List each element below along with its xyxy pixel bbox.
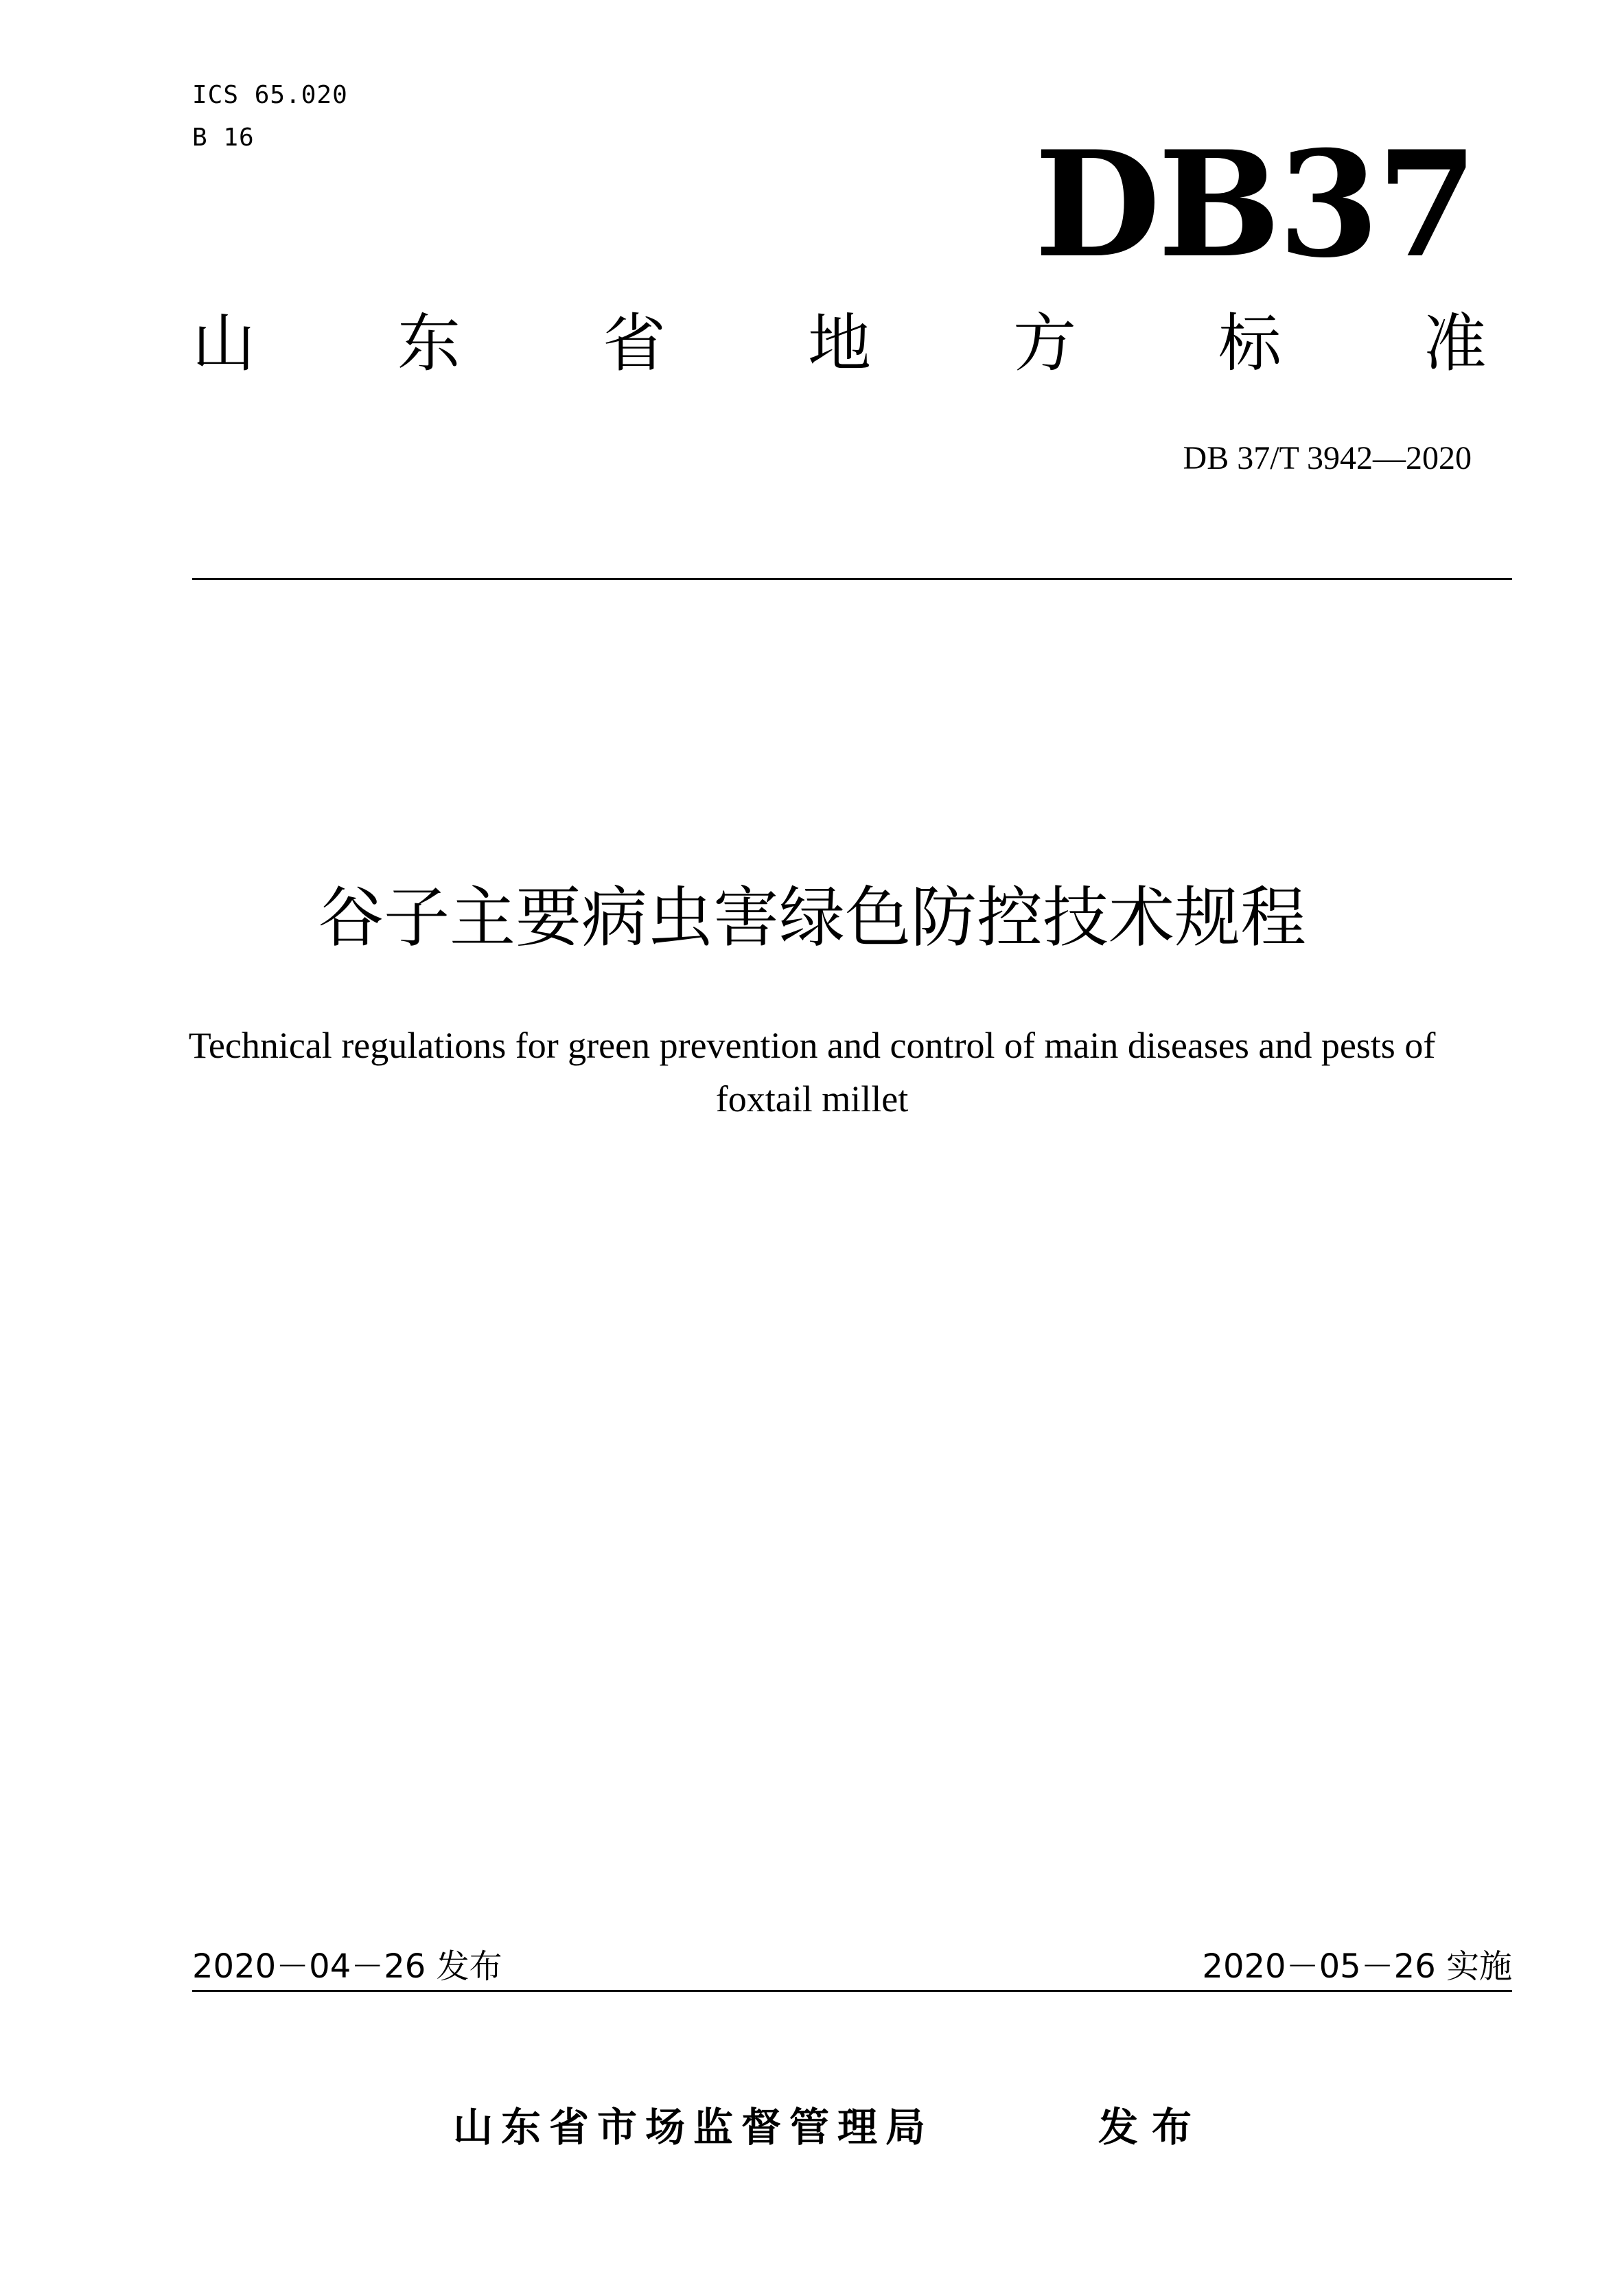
- standard-type-char: 省: [602, 307, 666, 380]
- standard-type-char: 标: [1218, 307, 1281, 380]
- standard-number: DB 37/T 3942—2020: [1183, 440, 1472, 476]
- standard-logo: DB37: [1034, 119, 1475, 290]
- document-title-english: Technical regulations for green prevention and control of main diseases and pests of foxtail millet: [188, 1025, 1436, 1120]
- ccs-code: B 16: [192, 124, 255, 152]
- standard-type-char: 地: [807, 307, 871, 380]
- standard-type: [192, 307, 1487, 380]
- footer-divider: [192, 1990, 1512, 1992]
- issuing-action: 发布: [1098, 2104, 1206, 2150]
- standard-type-char: 方: [1012, 307, 1076, 380]
- ics-code: ICS 65.020: [192, 81, 348, 109]
- implementation-date: 2020－05－26 实施: [1202, 1947, 1512, 1986]
- issue-date: 2020－04－26 发布: [192, 1947, 502, 1986]
- standard-type-char: 东: [397, 307, 461, 380]
- header-divider: [192, 578, 1512, 580]
- standard-type-char: 准: [1423, 307, 1487, 380]
- document-title-chinese: 谷子主要病虫害绿色防控技术规程: [318, 879, 1306, 956]
- standard-type-char: 山: [192, 307, 256, 380]
- issuing-authority: 山东省市场监督管理局: [453, 2104, 934, 2150]
